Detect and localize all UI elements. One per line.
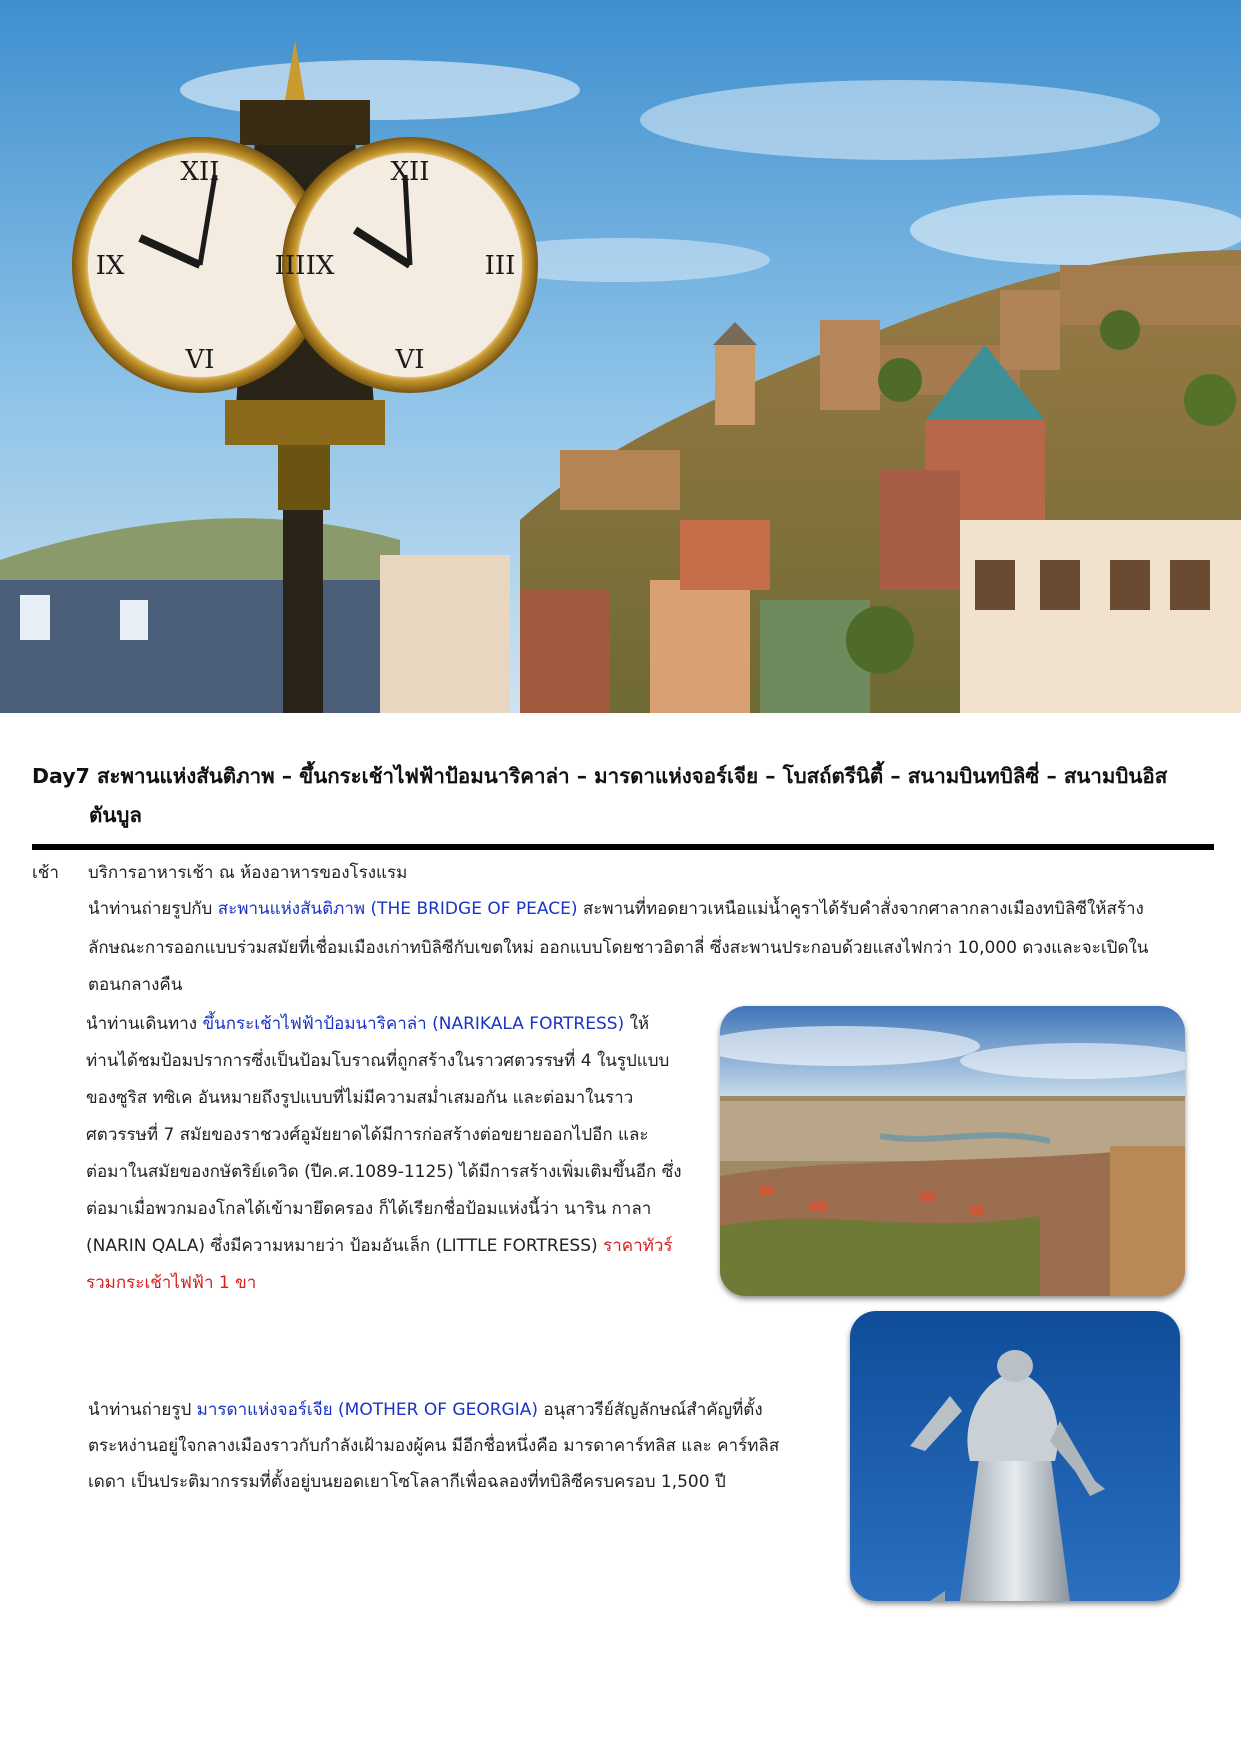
narikala-line-3: ของซูริส ทซิเค อันหมายถึงรูปแบบที่ไม่มีความสม่ำเสมอกัน และต่อมาในราว <box>86 1088 634 1108</box>
bridge-highlight: สะพานแห่งสันติภาพ (THE BRIDGE OF PEACE) <box>217 899 578 919</box>
bridge-line1-rest: สะพานที่ทอดยาวเหนือแม่น้ำคูราได้รับคำสั่งจากศาลากลางเมืองทบิลิซีให้สร้าง <box>577 899 1144 919</box>
bridge-line-3: ตอนกลางคืน <box>88 975 183 995</box>
narikala-line-1 <box>86 1006 698 1042</box>
svg-text:III: III <box>484 251 516 281</box>
svg-text:XII: XII <box>390 157 430 187</box>
narikala-line-7 <box>86 1228 698 1264</box>
narikala-intro: นำท่านเดินทาง <box>86 1014 203 1034</box>
mother-of-georgia-photo <box>850 1311 1180 1601</box>
breakfast-text: บริการอาหารเช้า ณ ห้องอาหารของโรงแรม <box>88 863 408 883</box>
mother-line1-rest: อนุสาวรีย์สัญลักษณ์สำคัญที่ตั้ง <box>537 1400 763 1420</box>
narikala-line1-rest: ให้ <box>624 1014 650 1034</box>
svg-text:IX: IX <box>95 251 125 281</box>
narikala-line-2: ท่านได้ชมป้อมปราการซึ่งเป็นป้อมโบราณที่ถูกสร้างในราวศตวรรษที่ 4 ในรูปแบบ <box>86 1051 670 1071</box>
bridge-intro: นำท่านถ่ายรูปกับ <box>88 899 218 919</box>
narikala-line-4: ศตวรรษที่ 7 สมัยของราชวงศ์อูมัยยาดได้มีการก่อสร้างต่อขยายออกไปอีก และ <box>86 1125 649 1145</box>
hero-photo-tbilisi-clock <box>0 0 1241 713</box>
bridge-line-1 <box>88 891 1216 927</box>
narikala-photo <box>720 1006 1185 1296</box>
mother-intro: นำท่านถ่ายรูป <box>88 1400 197 1420</box>
mother-line-3: เดดา เป็นประติมากรรมที่ตั้งอยู่บนยอดเยาโซโลลากีเพื่อฉลองที่ทบิลิซีครบครอบ 1,500 ปี <box>88 1472 726 1492</box>
title-divider <box>32 844 1214 850</box>
svg-text:VI: VI <box>395 345 425 375</box>
svg-text:III: III <box>274 251 306 281</box>
svg-text:XII: XII <box>180 157 220 187</box>
narikala-line-6: ต่อมาเมื่อพวกมองโกลได้เข้ามายึดครอง ก็ได้เรียกชื่อป้อมแห่งนี้ว่า นาริน กาลา <box>86 1199 652 1219</box>
morning-label: เช้า <box>32 863 59 883</box>
narikala-line-5: ต่อมาในสมัยของกษัตริย์เดวิด (ปีค.ศ.1089-1125) ได้มีการสร้างเพิ่มเติมขึ้นอีก ซึ่ง <box>86 1162 682 1182</box>
mother-line-1 <box>88 1392 848 1428</box>
narikala-highlight: ขึ้นกระเช้าไฟฟ้าป้อมนาริคาล่า (NARIKALA FORTRESS) <box>202 1014 625 1034</box>
day-title-line2: ตันบูล <box>89 803 142 827</box>
day-title-line1: Day7 สะพานแห่งสันติภาพ – ขึ้นกระเช้าไฟฟ้าป้อมนาริคาล่า – มารดาแห่งจอร์เจีย – โบสถ์ตรีนิตี้ – สนามบินทบิลิซี่ – สนามบินอิส <box>32 764 1168 788</box>
mother-highlight: มารดาแห่งจอร์เจีย (MOTHER OF GEORGIA) <box>196 1400 538 1420</box>
bridge-line-2: ลักษณะการออกแบบร่วมสมัยที่เชื่อมเมืองเก่าทบิลิซีกับเขตใหม่ ออกแบบโดยชาวอิตาลี่ ซึ่งสะพานประกอบด้วยแสงไฟกว่า 10,000 ดวงและจะเปิดใน <box>88 938 1149 958</box>
mother-line-2: ตระหง่านอยู่ใจกลางเมืองราวกับกำลังเฝ้ามองผู้คน มีอีกชื่อหนึ่งคือ มารดาคาร์ทลิส และ คาร์ทลิส <box>88 1436 780 1456</box>
svg-text:IX: IX <box>305 251 335 281</box>
svg-text:VI: VI <box>185 345 215 375</box>
price-note: ราคาทัวร์ <box>603 1236 673 1256</box>
price-note-line-2: รวมกระเช้าไฟฟ้า 1 ขา <box>86 1273 257 1293</box>
narikala-line7-pre: (NARIN QALA) ซึ่งมีความหมายว่า ป้อมอันเล็ก (LITTLE FORTRESS) <box>86 1236 604 1256</box>
day-title <box>32 757 1217 835</box>
